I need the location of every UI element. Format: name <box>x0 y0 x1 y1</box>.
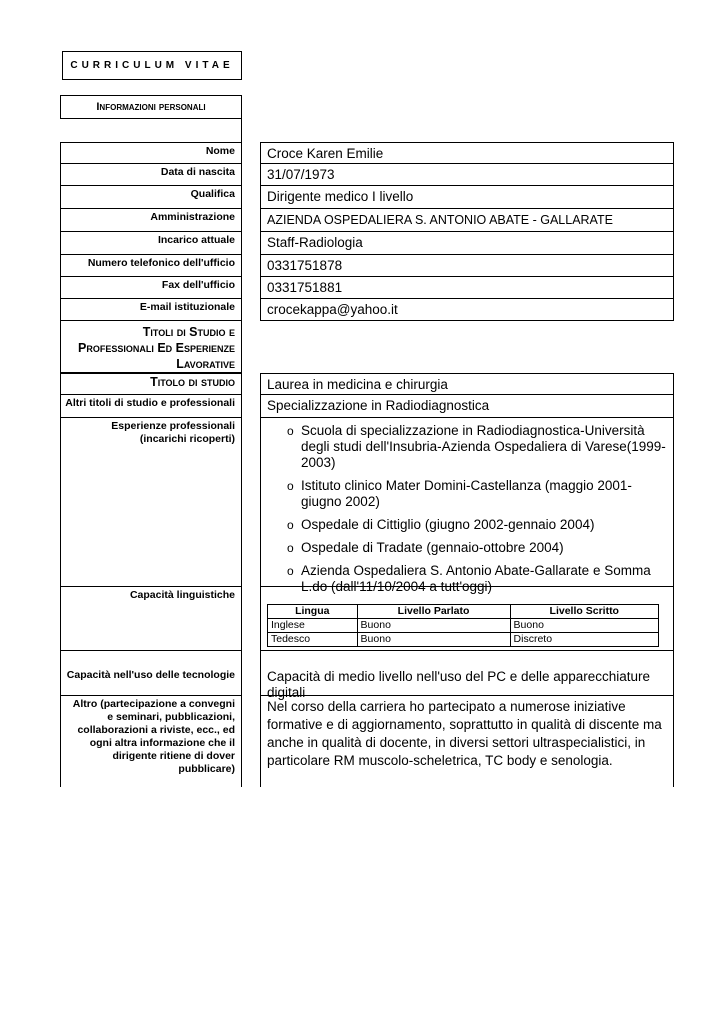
label-titolo-studio: Titolo di studio <box>60 373 242 395</box>
experience-list <box>267 423 667 595</box>
header-parlato: Livello Parlato <box>357 605 510 619</box>
experience-item: o Istituto clinico Mater Domini-Castellanza (maggio 2001-giugno 2002) <box>287 478 667 510</box>
value-amministrazione: AZIENDA OSPEDALIERA S. ANTONIO ABATE - GALLARATE <box>260 209 674 232</box>
experience-item: o Scuola di specializzazione in Radiodiagnostica-Università degli studi dell'Insubria-Azienda Ospedaliera di Varese(1999-2003) <box>287 423 667 471</box>
experience-item: o Ospedale di Cittiglio (giugno 2002-gennaio 2004) <box>287 517 667 533</box>
value-tecnologie: Capacità di medio livello nell'uso del PC e delle apparecchiature digitali <box>260 650 674 696</box>
value-altro: Nel corso della carriera ho partecipato a numerose iniziative formative e di aggiornamento, soprattutto in qualità di discente ma anche in qualità di docente, in diversi settori ultraspecialistici, in particolare RM muscolo-scheletrica, TC body e senologia. <box>260 696 674 787</box>
label-telefono: Numero telefonico dell'ufficio <box>60 255 242 277</box>
label-nome: Nome <box>60 142 242 164</box>
label-tecnologie: Capacità nell'uso delle tecnologie <box>60 650 242 696</box>
header-lingua: Lingua <box>268 605 358 619</box>
cell-parlato: Buono <box>357 633 510 647</box>
label-altro: Altro (partecipazione a convegni e seminari, pubblicazioni, collaborazioni a riviste, ecc., ed ogni altra informazione che il dirigente ritiene di dover pubblicare) <box>60 696 242 787</box>
label-lingue: Capacità linguistiche <box>60 587 242 650</box>
experience-item: o Ospedale di Tradate (gennaio-ottobre 2004) <box>287 540 667 556</box>
value-altri-titoli: Specializzazione in Radiodiagnostica <box>260 395 674 418</box>
divider <box>241 119 242 142</box>
cell-lingua: Inglese <box>268 619 358 633</box>
cv-title: CURRICULUM VITAE <box>62 51 242 80</box>
label-qualifica: Qualifica <box>60 186 242 209</box>
cell-scritto: Discreto <box>510 633 658 647</box>
value-nome: Croce Karen Emilie <box>260 142 674 164</box>
section-titles-heading: Titoli di Studio e Professionali Ed Esperienze Lavorative <box>60 321 242 373</box>
label-altri-titoli: Altri titoli di studio e professionali <box>60 395 242 418</box>
value-fax: 0331751881 <box>260 277 674 299</box>
cell-lingua: Tedesco <box>268 633 358 647</box>
section-personal-heading: Informazioni personali <box>60 95 242 119</box>
label-esperienze: Esperienze professionali (incarichi ricoperti) <box>60 418 242 587</box>
header-scritto: Livello Scritto <box>510 605 658 619</box>
label-amministrazione: Amministrazione <box>60 209 242 232</box>
label-incarico: Incarico attuale <box>60 232 242 255</box>
value-incarico: Staff-Radiologia <box>260 232 674 255</box>
value-qualifica: Dirigente medico I livello <box>260 186 674 209</box>
languages-table <box>267 604 659 647</box>
label-email: E-mail istituzionale <box>60 299 242 321</box>
label-data-nascita: Data di nascita <box>60 164 242 186</box>
experience-list-box <box>260 418 674 594</box>
value-titolo-studio: Laurea in medicina e chirurgia <box>260 373 674 395</box>
value-telefono: 0331751878 <box>260 255 674 277</box>
value-email: crocekappa@yahoo.it <box>260 299 674 321</box>
experience-item: o Azienda Ospedaliera S. Antonio Abate-Gallarate e Somma L.do (dall'11/10/2004 a tutt'oggi) <box>287 563 667 595</box>
cell-scritto: Buono <box>510 619 658 633</box>
label-fax: Fax dell'ufficio <box>60 277 242 299</box>
cell-parlato: Buono <box>357 619 510 633</box>
value-data-nascita: 31/07/1973 <box>260 164 674 186</box>
